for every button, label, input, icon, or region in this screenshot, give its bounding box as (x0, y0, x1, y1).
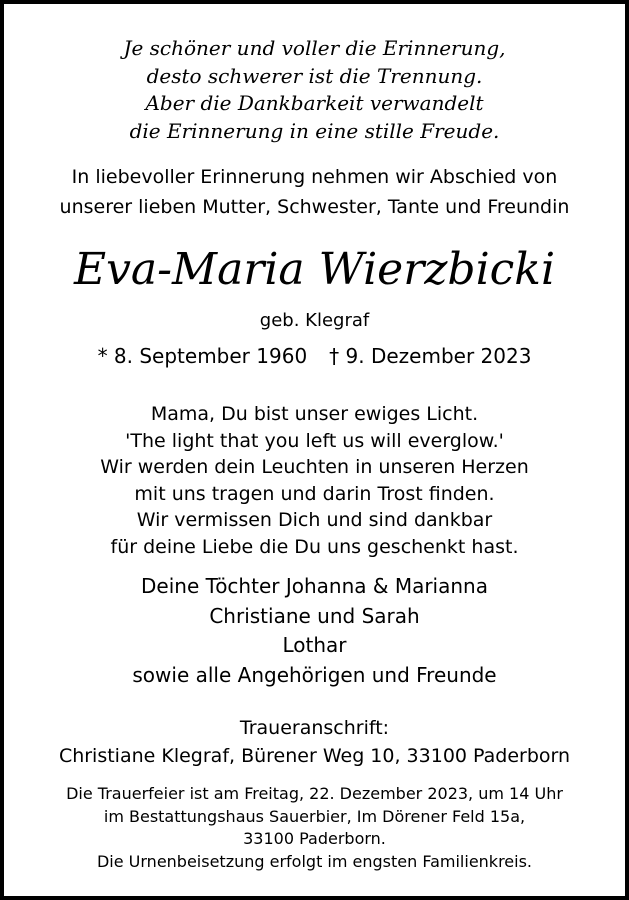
intro-line: unserer lieben Mutter, Schwester, Tante und Freundin (59, 196, 570, 218)
mourner-line: Deine Töchter Johanna & Marianna (141, 574, 488, 598)
address-label: Traueranschrift: (239, 717, 390, 739)
mourner-line: Lothar (282, 633, 347, 657)
mourner-line: sowie alle Angehörigen und Freunde (132, 662, 497, 687)
service-line: Die Trauerfeier ist am Freitag, 22. Dezember 2023, um 14 Uhr (66, 784, 563, 803)
verse-line: 'The light that you left us will everglow.' (125, 429, 504, 452)
farewell-intro (4, 162, 625, 222)
service-line: Die Urnenbeisetzung erfolgt im engsten Familienkreis. (96, 851, 533, 871)
verse-line: mit uns tragen und darin Trost finden. (134, 482, 495, 505)
verse-line: Wir werden dein Leuchten in unseren Herzen (100, 456, 529, 479)
personal-verse (4, 401, 625, 561)
death-date: † 9. Dezember 2023 (329, 344, 532, 368)
mourning-address (4, 714, 625, 770)
mourner-line: Christiane und Sarah (209, 603, 420, 628)
poem-line: die Erinnerung in eine stille Freude. (129, 118, 500, 143)
service-line: im Bestattungshaus Sauerbier, Im Dörener Feld 15a, (103, 806, 526, 826)
memorial-poem (4, 35, 625, 145)
deceased-name: Eva-Maria Wierzbicki (73, 244, 556, 295)
funeral-service-info (4, 783, 625, 873)
poem-line: desto schwerer ist die Trennung. (146, 63, 483, 88)
intro-line: In liebevoller Erinnerung nehmen wir Abschied von (71, 166, 558, 188)
service-line: 33100 Paderborn. (243, 829, 386, 848)
poem-line: Je schöner und voller die Erinnerung, (123, 36, 506, 60)
poem-line: Aber die Dankbarkeit verwandelt (145, 91, 484, 115)
verse-line: Wir vermissen Dich und sind dankbar (136, 509, 493, 532)
verse-line: Mama, Du bist unser ewiges Licht. (150, 403, 479, 425)
verse-line: für deine Liebe die Du uns geschenkt hast. (110, 535, 519, 558)
mourners-list (4, 572, 625, 690)
maiden-name: geb. Klegraf (259, 310, 370, 331)
life-dates (4, 342, 625, 370)
birth-date: * 8. September 1960 (97, 344, 308, 368)
address-value: Christiane Klegraf, Bürener Weg 10, 33100 Paderborn (58, 745, 571, 767)
